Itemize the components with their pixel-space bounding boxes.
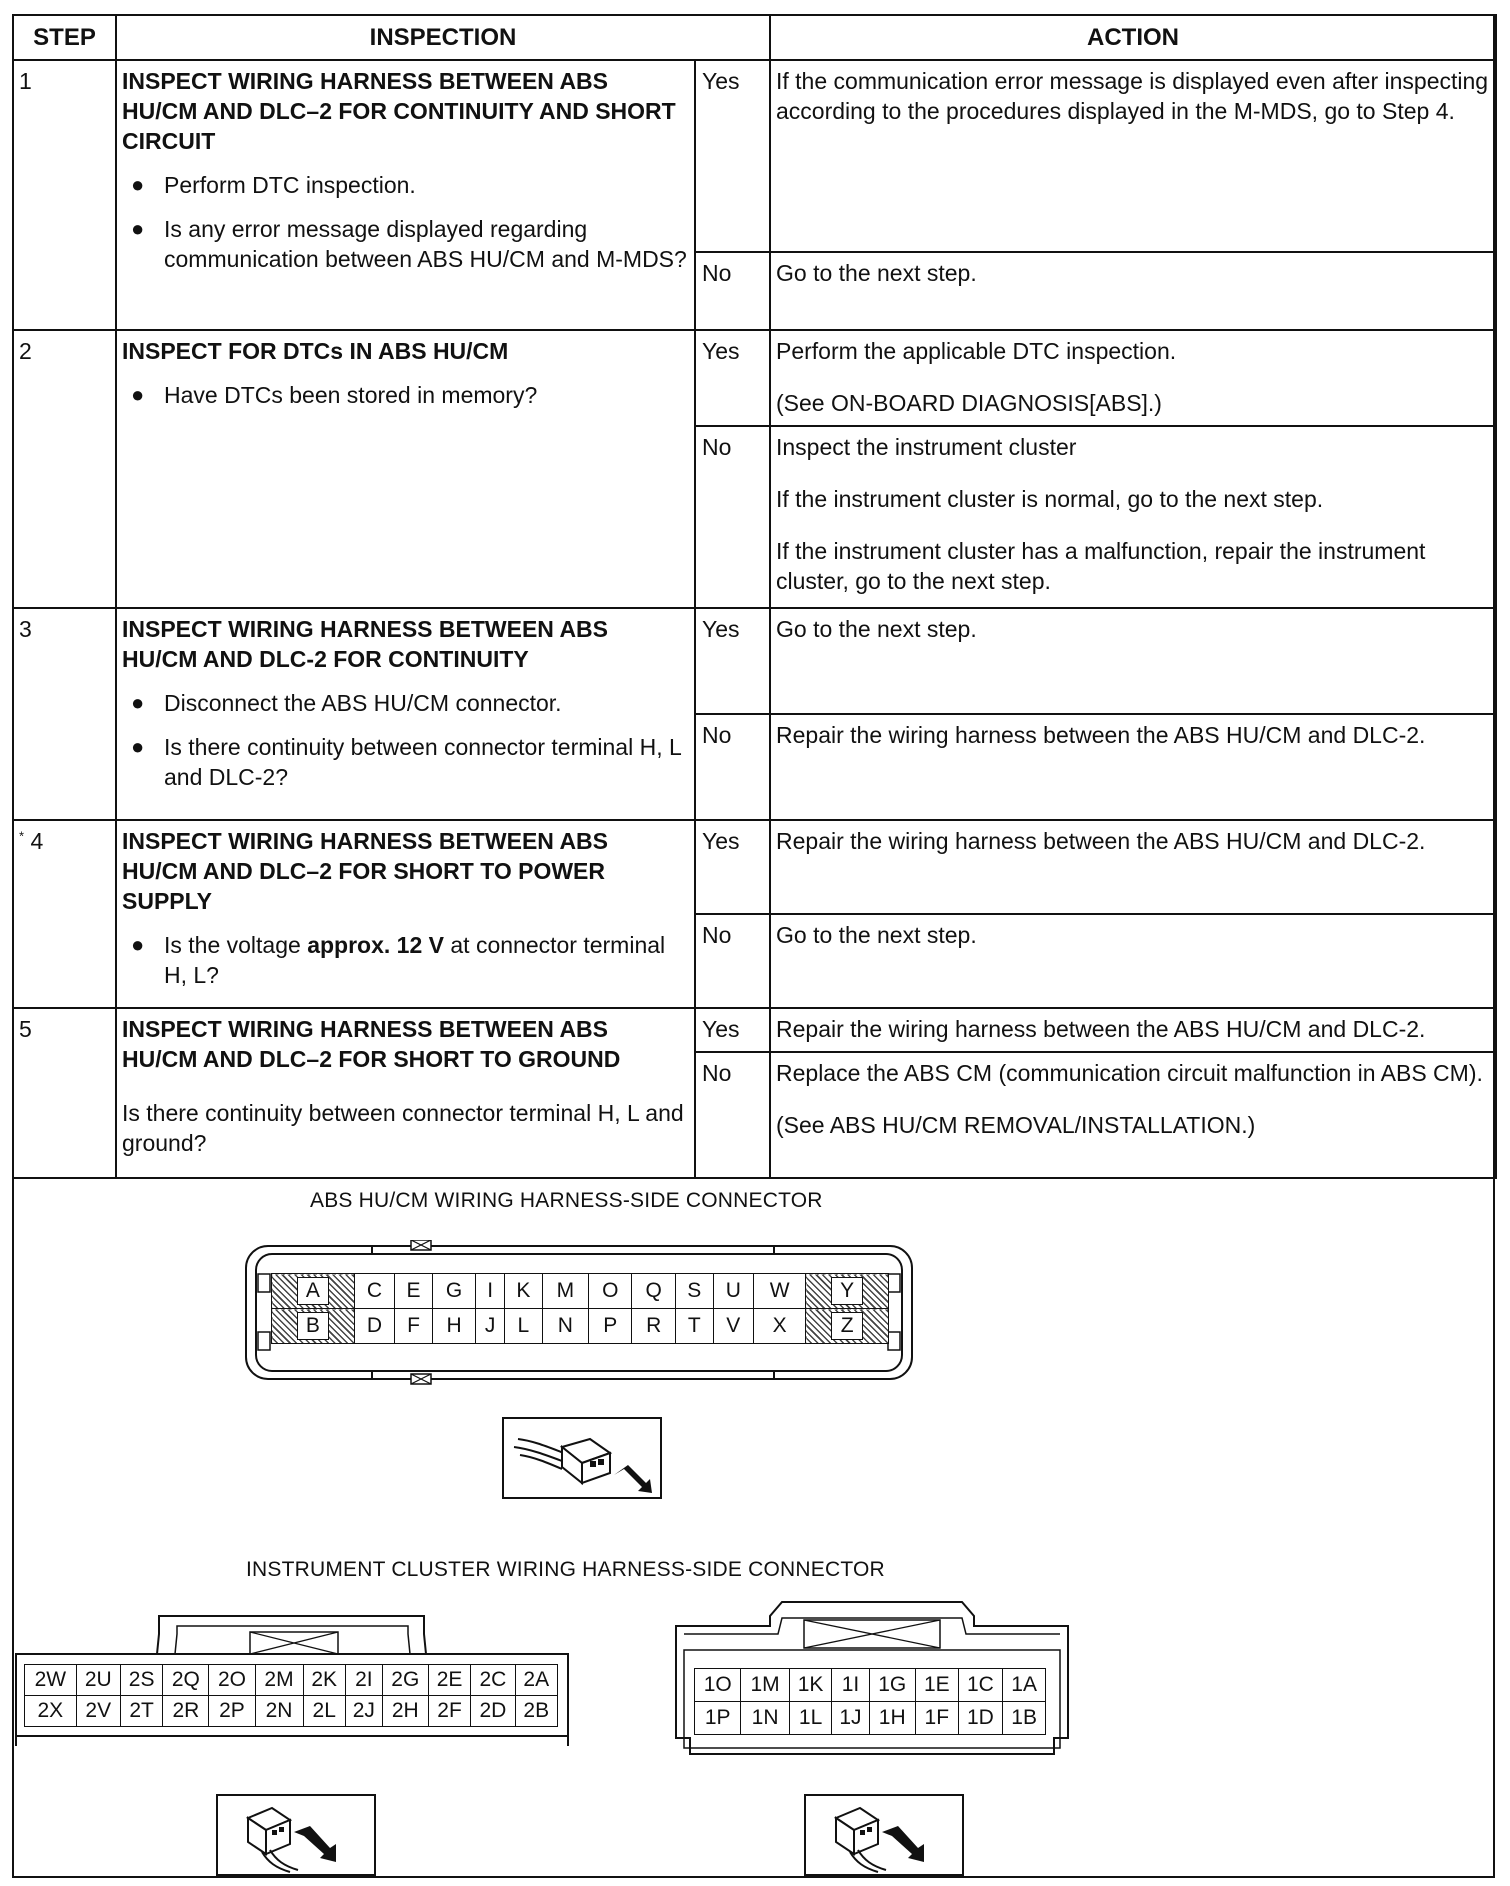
terminal-pin: U: [713, 1274, 754, 1309]
terminal-pin: 2N: [255, 1696, 303, 1727]
terminal-pin: 1A: [1003, 1669, 1046, 1702]
terminal-pin: W: [754, 1274, 806, 1309]
yes-label: Yes: [695, 608, 770, 714]
yes-action: [770, 1008, 1496, 1052]
step-title: INSPECT WIRING HARNESS BETWEEN ABS HU/CM AND DLC–2 FOR SHORT TO POWER SUPPLY: [122, 828, 609, 914]
terminal-pin: P: [589, 1309, 632, 1344]
action-text: (See ABS HU/CM REMOVAL/INSTALLATION.): [776, 1111, 1256, 1138]
terminal-pin: T: [675, 1309, 713, 1344]
terminal-pin: F: [395, 1309, 433, 1344]
terminal-pin: 2I: [345, 1665, 382, 1696]
step-inspection: [116, 820, 695, 1008]
pin-row-bottom: [25, 1696, 558, 1727]
step-inspection: [116, 608, 695, 820]
yes-label: Yes: [695, 60, 770, 252]
connector-view-icon-box: [502, 1417, 662, 1499]
action-text: If the instrument cluster is normal, go to the next step.: [776, 486, 1324, 513]
terminal-pin: 2W: [25, 1665, 77, 1696]
header-inspection: INSPECTION: [116, 15, 770, 60]
bullet-list: [122, 689, 689, 793]
terminal-pin: 1J: [832, 1702, 869, 1735]
pin-row-bottom: [695, 1702, 1046, 1735]
terminal-pin-label: B: [297, 1312, 329, 1340]
step-marker: *: [19, 828, 25, 844]
terminal-pin: 2E: [428, 1665, 470, 1696]
harness-connector-icon: [504, 1419, 660, 1497]
bullet-list: [122, 931, 689, 991]
terminal-pin: [806, 1309, 889, 1344]
action-text: Perform the applicable DTC inspection.: [776, 338, 1177, 365]
bullet-item: ● Have DTCs been stored in memory?: [164, 381, 689, 411]
connector-view-icon-box: [804, 1794, 964, 1876]
step-number: 1: [13, 60, 116, 330]
terminal-pin: 1P: [695, 1702, 741, 1735]
terminal-pin: 1K: [789, 1669, 832, 1702]
cluster-connector-1-pin-grid: [694, 1668, 1046, 1735]
no-label: No: [695, 252, 770, 330]
bullet-item: ● Perform DTC inspection.: [164, 171, 689, 201]
terminal-pin: 1F: [915, 1702, 958, 1735]
terminal-pin: 2R: [163, 1696, 209, 1727]
terminal-pin: V: [713, 1309, 754, 1344]
step-2-yes-row: [13, 330, 1496, 426]
no-action: [770, 1052, 1496, 1178]
terminal-pin: [272, 1309, 355, 1344]
terminal-pin: M: [542, 1274, 588, 1309]
terminal-pin: 2V: [76, 1696, 120, 1727]
terminal-pin: 1O: [695, 1669, 741, 1702]
pin-row-top: [695, 1669, 1046, 1702]
terminal-pin: 2U: [76, 1665, 120, 1696]
connector-view-icon-box: [216, 1794, 376, 1876]
step-4-yes-row: [13, 820, 1496, 914]
step-inspection: [116, 60, 695, 330]
step-3-yes-row: [13, 608, 1496, 714]
terminal-pin: 2O: [209, 1665, 255, 1696]
cluster-connector-2-pin-grid: [24, 1664, 558, 1727]
bullet-item: ● Is any error message displayed regarding communication between ABS HU/CM and M-MDS?: [164, 215, 689, 275]
yes-label: Yes: [695, 330, 770, 426]
cluster-connector-title: INSTRUMENT CLUSTER WIRING HARNESS-SIDE CONNECTOR: [246, 1558, 885, 1581]
step-title: INSPECT FOR DTCs IN ABS HU/CM: [122, 338, 509, 365]
action-text: Go to the next step.: [776, 260, 977, 287]
header-action: ACTION: [770, 15, 1496, 60]
no-action: [770, 426, 1496, 608]
no-action: [770, 252, 1496, 330]
bullet-list: [122, 171, 689, 275]
terminal-pin: 2M: [255, 1665, 303, 1696]
no-label: No: [695, 914, 770, 1008]
pin-row-top: [272, 1274, 889, 1309]
terminal-pin: 1I: [832, 1669, 869, 1702]
terminal-pin: G: [432, 1274, 475, 1309]
terminal-pin: 2B: [515, 1696, 557, 1727]
bullet-item: ● Is there continuity between connector terminal H, L and DLC-2?: [164, 733, 689, 793]
yes-action: [770, 608, 1496, 714]
terminal-pin: 1C: [958, 1669, 1003, 1702]
terminal-pin: 1D: [958, 1702, 1003, 1735]
bullet-item: [164, 931, 689, 991]
terminal-pin: I: [476, 1274, 505, 1309]
action-text: Repair the wiring harness between the ABS HU/CM and DLC-2.: [776, 722, 1426, 749]
bullet-text: Is the voltage: [164, 931, 308, 958]
action-text: Replace the ABS CM (communication circuit malfunction in ABS CM).: [776, 1060, 1483, 1087]
terminal-pin: 2S: [120, 1665, 162, 1696]
action-text: If the instrument cluster has a malfunction, repair the instrument cluster, go to the next step.: [776, 537, 1426, 594]
terminal-pin: 1E: [915, 1669, 958, 1702]
terminal-pin: 1G: [869, 1669, 915, 1702]
action-text: Go to the next step.: [776, 616, 977, 643]
terminal-pin: 1M: [741, 1669, 789, 1702]
terminal-pin: J: [476, 1309, 505, 1344]
abs-pin-grid: [271, 1273, 889, 1344]
terminal-pin: 2A: [515, 1665, 557, 1696]
terminal-pin: D: [354, 1309, 395, 1344]
terminal-pin-label: Z: [831, 1312, 863, 1340]
bullet-emphasis: approx. 12 V: [307, 931, 444, 958]
terminal-pin: 2J: [345, 1696, 382, 1727]
step-number: 3: [13, 608, 116, 820]
step-question: Is there continuity between connector terminal H, L and ground?: [122, 1099, 684, 1156]
terminal-pin: O: [589, 1274, 632, 1309]
terminal-pin: N: [542, 1309, 588, 1344]
yes-label: Yes: [695, 1008, 770, 1052]
no-label: No: [695, 1052, 770, 1178]
step-5-yes-row: [13, 1008, 1496, 1052]
action-text: Go to the next step.: [776, 922, 977, 949]
yes-action: [770, 60, 1496, 252]
terminal-pin-label: A: [297, 1277, 329, 1305]
step-title: INSPECT WIRING HARNESS BETWEEN ABS HU/CM AND DLC–2 FOR SHORT TO GROUND: [122, 1016, 621, 1073]
terminal-pin: E: [395, 1274, 433, 1309]
terminal-pin: K: [505, 1274, 543, 1309]
terminal-pin: 2Q: [163, 1665, 209, 1696]
header-step: STEP: [13, 15, 116, 60]
action-text: Repair the wiring harness between the ABS HU/CM and DLC-2.: [776, 1016, 1426, 1043]
step-inspection: [116, 1008, 695, 1178]
terminal-pin: 1B: [1003, 1702, 1046, 1735]
step-number: 5: [13, 1008, 116, 1178]
bullet-text: at connector terminal H, L?: [164, 931, 666, 988]
terminal-pin: H: [432, 1309, 475, 1344]
step-1-yes-row: [13, 60, 1496, 252]
terminal-pin: 2K: [303, 1665, 345, 1696]
troubleshooting-table: [12, 14, 1497, 1179]
action-text: Repair the wiring harness between the ABS HU/CM and DLC-2.: [776, 828, 1426, 855]
terminal-pin: [806, 1274, 889, 1309]
pin-row-top: [25, 1665, 558, 1696]
abs-connector-title: ABS HU/CM WIRING HARNESS-SIDE CONNECTOR: [310, 1189, 823, 1212]
step-title: INSPECT WIRING HARNESS BETWEEN ABS HU/CM AND DLC-2 FOR CONTINUITY: [122, 616, 609, 673]
bullet-list: [122, 381, 689, 411]
terminal-pin: 2L: [303, 1696, 345, 1727]
terminal-pin: S: [675, 1274, 713, 1309]
terminal-pin: 1H: [869, 1702, 915, 1735]
action-text: Inspect the instrument cluster: [776, 434, 1077, 461]
terminal-pin: [272, 1274, 355, 1309]
no-action: [770, 914, 1496, 1008]
terminal-pin: 2P: [209, 1696, 255, 1727]
step-number: [13, 820, 116, 1008]
bullet-item: ● Disconnect the ABS HU/CM connector.: [164, 689, 689, 719]
terminal-pin: 2G: [382, 1665, 428, 1696]
terminal-pin: 1N: [741, 1702, 789, 1735]
terminal-pin: 2X: [25, 1696, 77, 1727]
action-text: (See ON-BOARD DIAGNOSIS[ABS].): [776, 390, 1162, 417]
terminal-pin: 2C: [471, 1665, 515, 1696]
terminal-pin: 2T: [120, 1696, 162, 1727]
terminal-pin: 2D: [471, 1696, 515, 1727]
step-inspection: [116, 330, 695, 608]
header-row: [13, 15, 1496, 60]
no-label: No: [695, 426, 770, 608]
terminal-pin: 2H: [382, 1696, 428, 1727]
terminal-pin: R: [632, 1309, 675, 1344]
pin-row-bottom: [272, 1309, 889, 1344]
terminal-pin: Q: [632, 1274, 675, 1309]
terminal-pin: X: [754, 1309, 806, 1344]
yes-action: [770, 330, 1496, 426]
harness-connector-icon: [806, 1796, 962, 1874]
step-number-value: 4: [30, 828, 44, 855]
terminal-pin: 1L: [789, 1702, 832, 1735]
action-text: If the communication error message is displayed even after inspecting according to the procedures displayed in the M-MDS, go to Step 4.: [776, 68, 1489, 125]
yes-label: Yes: [695, 820, 770, 914]
harness-connector-icon: [218, 1796, 374, 1874]
step-number: 2: [13, 330, 116, 608]
terminal-pin-label: Y: [831, 1277, 863, 1305]
terminal-pin: L: [505, 1309, 543, 1344]
no-action: [770, 714, 1496, 820]
step-title: INSPECT WIRING HARNESS BETWEEN ABS HU/CM AND DLC–2 FOR CONTINUITY AND SHORT CIRCUIT: [122, 68, 676, 154]
terminal-pin: 2F: [428, 1696, 470, 1727]
terminal-pin: C: [354, 1274, 395, 1309]
yes-action: [770, 820, 1496, 914]
no-label: No: [695, 714, 770, 820]
